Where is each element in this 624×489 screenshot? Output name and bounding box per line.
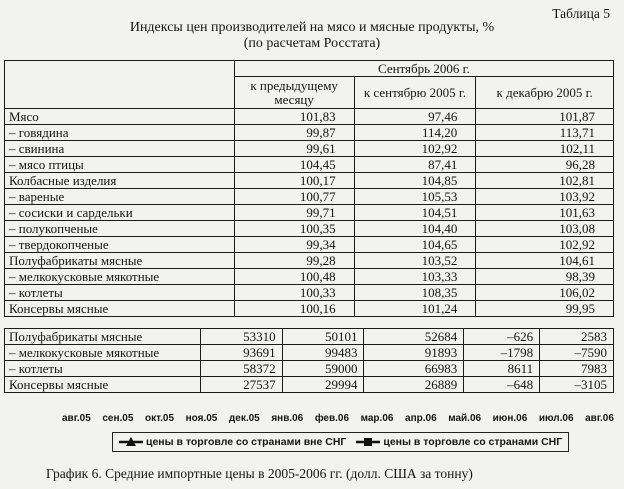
value-cell: 7983: [540, 361, 614, 377]
table-row: [5, 205, 614, 221]
corner-cell: [5, 61, 235, 109]
legend-label-non-cis: цены в торговле со странами вне СНГ: [146, 436, 347, 448]
month-tick-label: июн.06: [492, 413, 528, 424]
value-cell: –626: [464, 329, 540, 345]
row-label: – говядина: [5, 125, 235, 141]
value-cell: 66983: [364, 361, 464, 377]
value-cell: 59000: [282, 361, 364, 377]
value-cell: 108,35: [354, 285, 476, 301]
value-cell: 100,16: [234, 301, 354, 317]
value-cell: 58372: [200, 361, 282, 377]
col-header-dec2005: к декабрю 2005 г.: [476, 77, 614, 109]
value-cell: 29994: [282, 377, 364, 393]
month-tick-label: авг.06: [585, 413, 614, 424]
value-cell: 91893: [364, 345, 464, 361]
row-label: – мелкокусковые мякотные: [5, 345, 201, 361]
col-header-sep2005: к сентябрю 2005 г.: [354, 77, 476, 109]
row-label: Полуфабрикаты мясные: [5, 329, 201, 345]
table-row: [5, 285, 614, 301]
value-cell: 104,45: [234, 157, 354, 173]
row-label: – полукопченые: [5, 221, 235, 237]
title-line-1: Индексы цен производителей на мясо и мясные продукты, %: [129, 20, 495, 35]
month-tick-label: дек.05: [228, 413, 260, 424]
value-cell: 103,52: [354, 253, 476, 269]
table-row: [5, 377, 614, 393]
value-cell: 102,11: [476, 141, 614, 157]
table-row: [5, 269, 614, 285]
month-axis: [62, 413, 614, 424]
row-label: – мясо птицы: [5, 157, 235, 173]
value-cell: 104,85: [354, 173, 476, 189]
value-cell: 104,65: [354, 237, 476, 253]
row-label: – котлеты: [5, 285, 235, 301]
chart-legend: [112, 432, 569, 452]
table-row: [5, 329, 614, 345]
value-cell: 87,41: [354, 157, 476, 173]
table-row: [5, 141, 614, 157]
month-tick-label: мар.06: [360, 413, 394, 424]
value-cell: 99,71: [234, 205, 354, 221]
month-tick-label: апр.06: [405, 413, 437, 424]
value-cell: 104,51: [354, 205, 476, 221]
value-cell: 52684: [364, 329, 464, 345]
value-cell: 93691: [200, 345, 282, 361]
table-row: [5, 157, 614, 173]
value-cell: 100,48: [234, 269, 354, 285]
month-tick-label: ноя.05: [185, 413, 218, 424]
row-label: – котлеты: [5, 361, 201, 377]
value-cell: 26889: [364, 377, 464, 393]
value-cell: 99,95: [476, 301, 614, 317]
value-cell: 103,33: [354, 269, 476, 285]
value-cell: 103,92: [476, 189, 614, 205]
value-cell: 100,35: [234, 221, 354, 237]
import-price-table: [4, 328, 614, 393]
table-row: [5, 173, 614, 189]
table-row: [5, 189, 614, 205]
title-line-2: (по расчетам Росстата): [243, 36, 381, 51]
table-number: Таблица 5: [552, 6, 610, 21]
value-cell: 97,46: [354, 109, 476, 125]
value-cell: 8611: [464, 361, 540, 377]
value-cell: 104,61: [476, 253, 614, 269]
month-tick-label: июл.06: [538, 413, 574, 424]
value-cell: 99483: [282, 345, 364, 361]
value-cell: 27537: [200, 377, 282, 393]
value-cell: 101,87: [476, 109, 614, 125]
value-cell: 102,92: [476, 237, 614, 253]
row-label: Консервы мясные: [5, 301, 235, 317]
page-title: [0, 20, 624, 52]
value-cell: 104,40: [354, 221, 476, 237]
value-cell: 98,39: [476, 269, 614, 285]
month-tick-label: янв.06: [271, 413, 304, 424]
value-cell: 102,92: [354, 141, 476, 157]
month-tick-label: фев.06: [314, 413, 350, 424]
month-tick-label: окт.05: [144, 413, 175, 424]
legend-label-cis: цены в торговле со странами СНГ: [383, 436, 563, 448]
table-row: [5, 361, 614, 377]
table-row: [5, 301, 614, 317]
price-index-body: [5, 109, 614, 317]
table-row: [5, 237, 614, 253]
row-label: – вареные: [5, 189, 235, 205]
table-row: [5, 253, 614, 269]
value-cell: 113,71: [476, 125, 614, 141]
table-row: [5, 109, 614, 125]
value-cell: –1798: [464, 345, 540, 361]
square-marker-icon: [356, 437, 380, 447]
value-cell: 101,83: [234, 109, 354, 125]
row-label: – мелкокусковые мякотные: [5, 269, 235, 285]
value-cell: 99,61: [234, 141, 354, 157]
value-cell: 100,77: [234, 189, 354, 205]
value-cell: –3105: [540, 377, 614, 393]
value-cell: 99,34: [234, 237, 354, 253]
value-cell: 103,08: [476, 221, 614, 237]
legend-item-cis: [356, 436, 562, 448]
row-label: Колбасные изделия: [5, 173, 235, 189]
row-label: – твердокопченые: [5, 237, 235, 253]
month-tick-label: май.06: [448, 413, 482, 424]
price-index-table: [4, 60, 614, 317]
import-price-body: [5, 329, 614, 393]
value-cell: 105,53: [354, 189, 476, 205]
value-cell: 50101: [282, 329, 364, 345]
figure-caption: График 6. Средние импортные цены в 2005-2006 гг. (долл. США за тонну): [46, 466, 473, 481]
legend-item-non-cis: [119, 436, 346, 448]
table-row: [5, 125, 614, 141]
value-cell: 99,87: [234, 125, 354, 141]
value-cell: 106,02: [476, 285, 614, 301]
table-row: [5, 345, 614, 361]
row-label: Мясо: [5, 109, 235, 125]
value-cell: –648: [464, 377, 540, 393]
value-cell: 99,28: [234, 253, 354, 269]
value-cell: 101,24: [354, 301, 476, 317]
value-cell: 100,33: [234, 285, 354, 301]
value-cell: 96,28: [476, 157, 614, 173]
value-cell: 100,17: [234, 173, 354, 189]
month-tick-label: сен.05: [102, 413, 134, 424]
value-cell: 114,20: [354, 125, 476, 141]
value-cell: 102,81: [476, 173, 614, 189]
row-label: Консервы мясные: [5, 377, 201, 393]
value-cell: 2583: [540, 329, 614, 345]
value-cell: 101,63: [476, 205, 614, 221]
row-label: – сосиски и сардельки: [5, 205, 235, 221]
month-tick-label: авг.05: [62, 413, 91, 424]
row-label: Полуфабрикаты мясные: [5, 253, 235, 269]
row-label: – свинина: [5, 141, 235, 157]
period-header: Сентябрь 2006 г.: [234, 61, 613, 77]
col-header-prev-month: к предыдущему месяцу: [234, 77, 354, 109]
value-cell: 53310: [200, 329, 282, 345]
table-row: [5, 221, 614, 237]
value-cell: –7590: [540, 345, 614, 361]
triangle-marker-icon: [119, 437, 143, 447]
